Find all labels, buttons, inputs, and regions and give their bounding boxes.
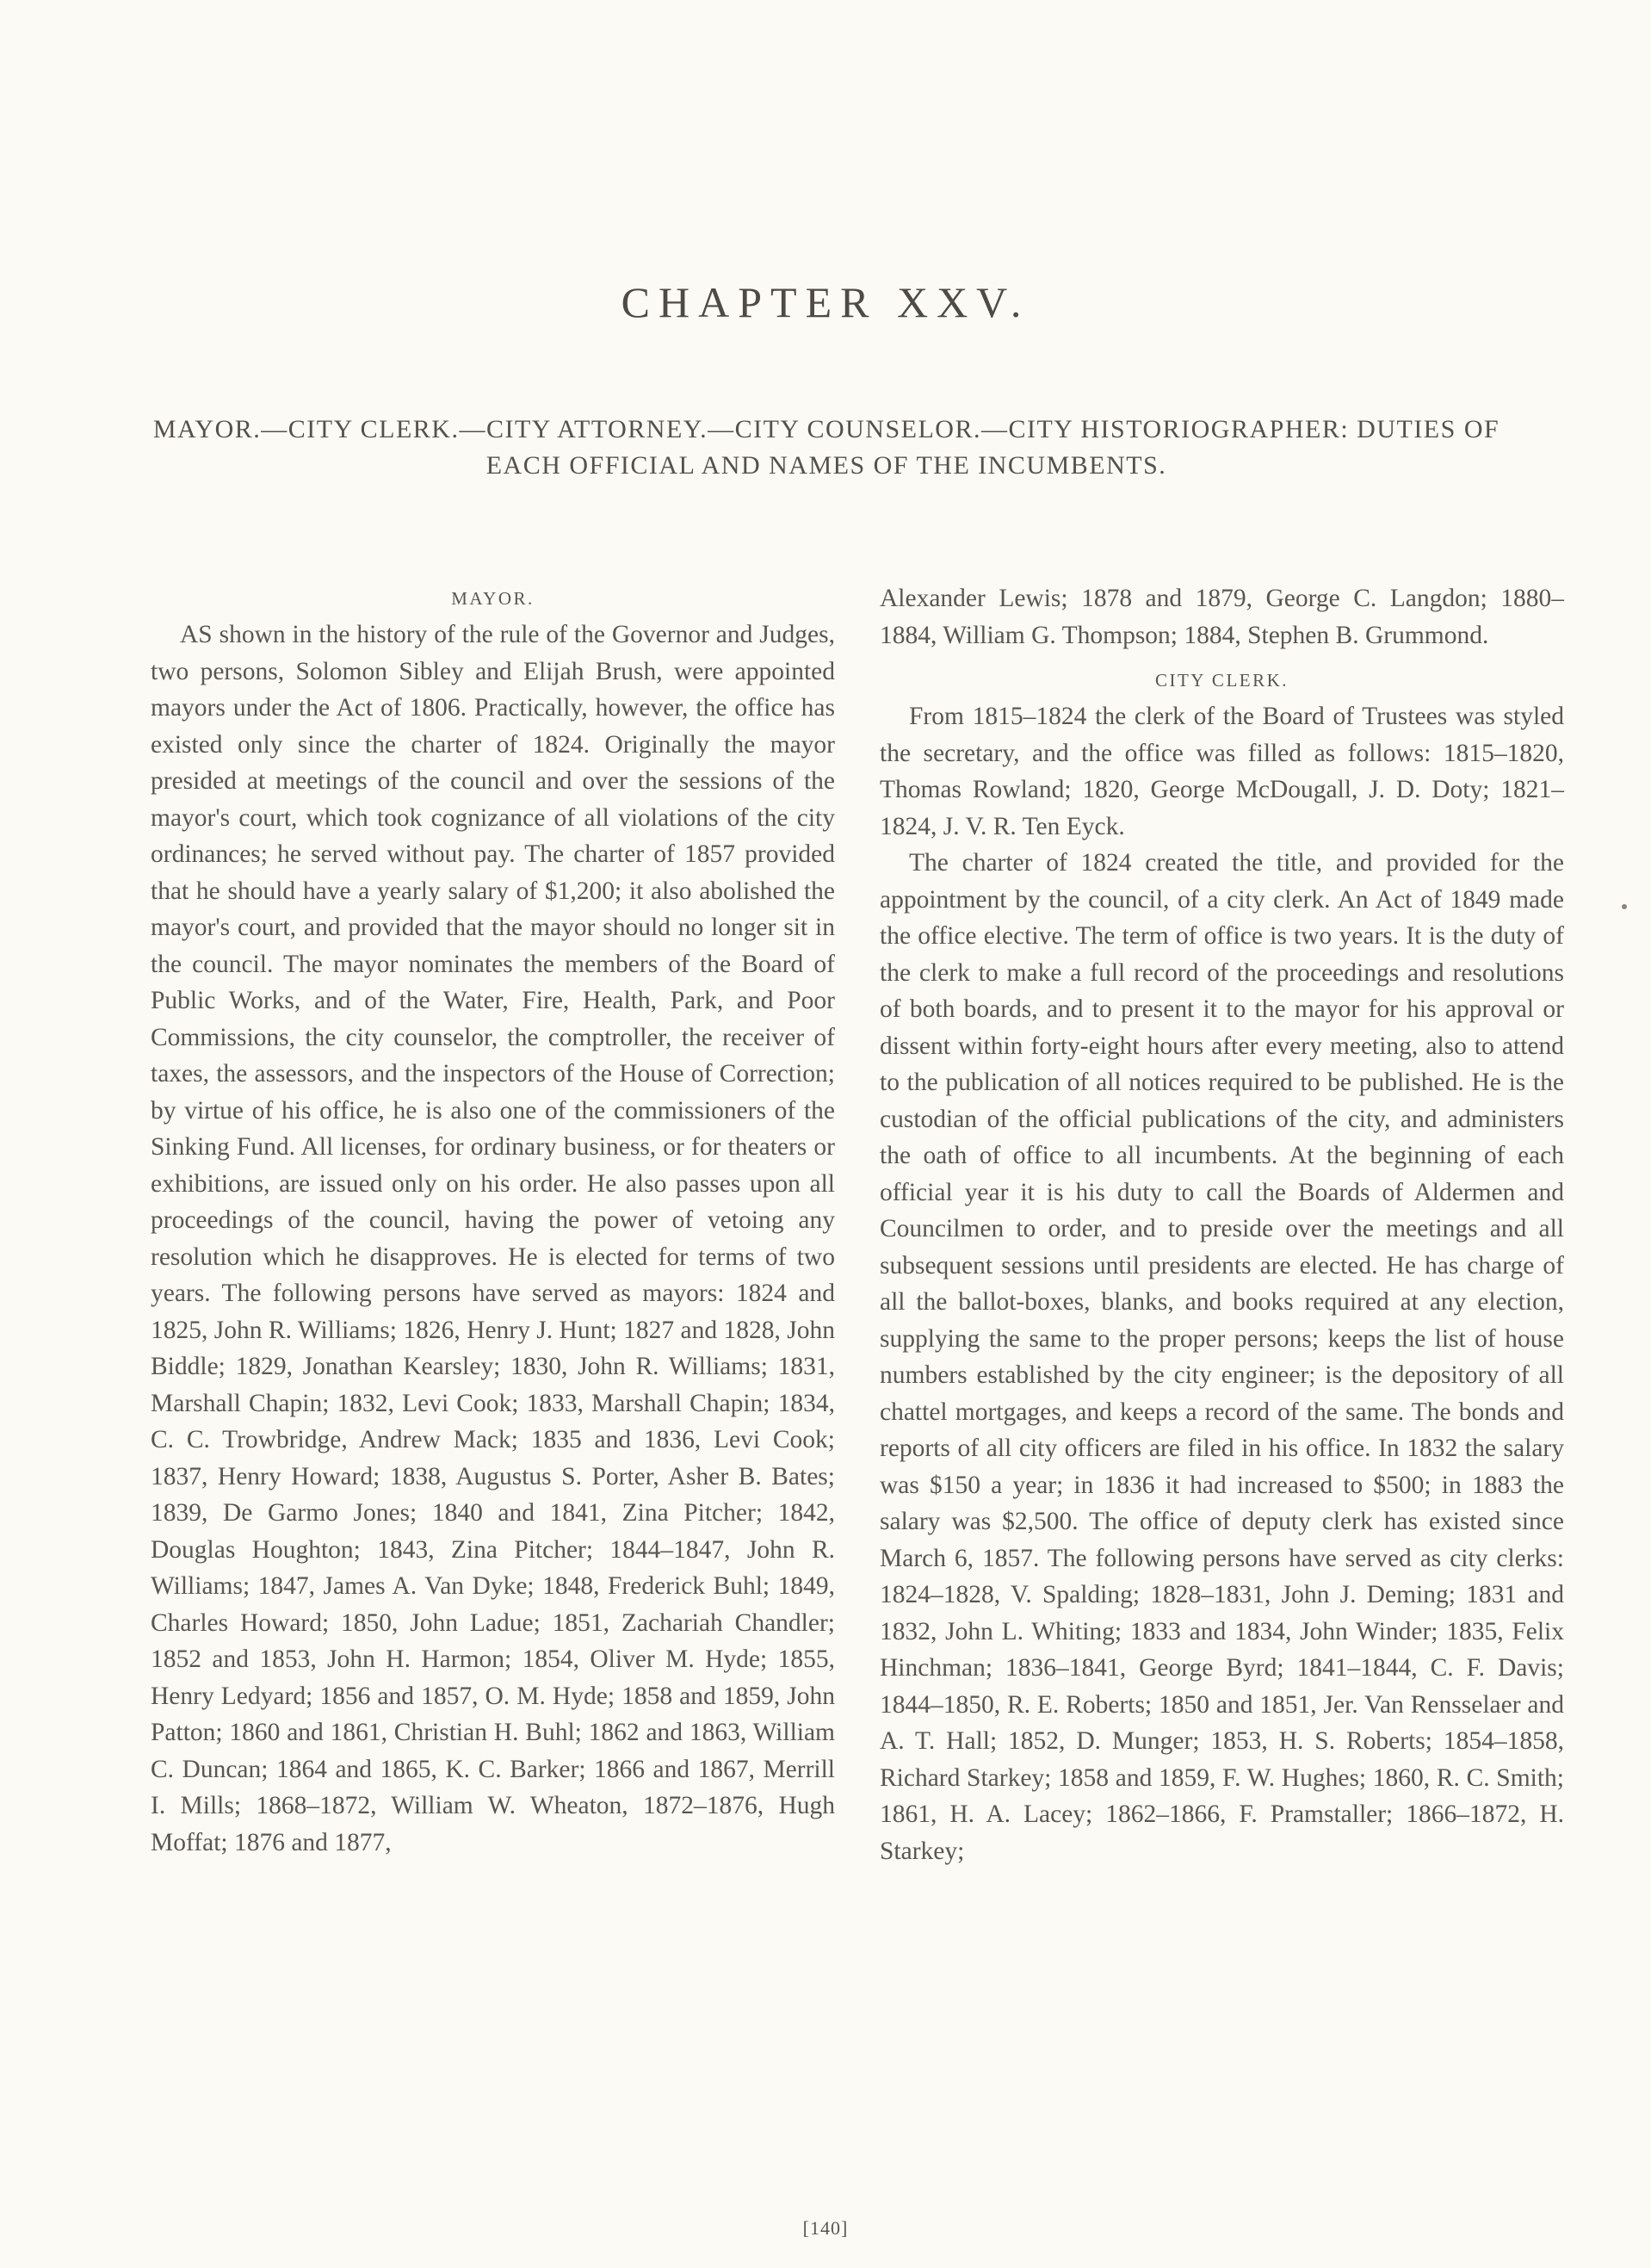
chapter-title: CHAPTER XXV.	[621, 278, 1030, 326]
right-column	[880, 580, 1564, 1869]
city-clerk-paragraph-1: From 1815–1824 the clerk of the Board of Trustees was styled the secretary, and the office was filled as follows: 1815–1820, Thomas Rowland; 1820, George McDougall, J. D. Doty; 1821–1824, J. V. R. Ten Eyck.	[880, 703, 1564, 840]
section-heading-city-clerk: CITY CLERK.	[1154, 670, 1289, 691]
mayor-paragraph: AS shown in the history of the rule of the Governor and Judges, two persons, Solomon Sibley and Elijah Brush, were appointed mayors under the Act of 1806. Practically, however, the office has existed only since the charter of 1824. Originally the mayor presided at meetings of the council and over the sessions of the mayor's court, which took cognizance of all violations of the city ordinances; he served without pay. The charter of 1857 provided that he should have a yearly salary of $1,200; it also abolished the mayor's court, and provided that the mayor should no longer sit in the council. The mayor nominates the members of the Board of Public Works, and of the Water, Fire, Health, Park, and Poor Commissions, the city counselor, the comptroller, the receiver of taxes, the assessors, and the inspectors of the House of Correction; by virtue of his office, he is also one of the commissioners of the Sinking Fund. All licenses, for ordinary business, or for theaters or exhibitions, are issued only on his order. He also passes upon all proceedings of the council, having the power of vetoing any resolution which he disapproves. He is elected for terms of two years. The following persons have served as mayors: 1824 and 1825, John R. Williams; 1826, Henry J. Hunt; 1827 and 1828, John Biddle; 1829, Jonathan Kearsley; 1830, John R. Williams; 1831, Marshall Chapin; 1832, Levi Cook; 1833, Marshall Chapin; 1834, C. C. Trowbridge, Andrew Mack; 1835 and 1836, Levi Cook; 1837, Henry Howard; 1838, Augustus S. Porter, Asher B. Bates; 1839, De Garmo Jones; 1840 and 1841, Zina Pitcher; 1842, Douglas Houghton; 1843, Zina Pitcher; 1844–1847, John R. Williams; 1847, James A. Van Dyke; 1848, Frederick Buhl; 1849, Charles Howard; 1850, John Ladue; 1851, Zachariah Chandler; 1852 and 1853, John H. Harmon; 1854, Oliver M. Hyde; 1855, Henry Ledyard; 1856 and 1857, O. M. Hyde; 1858 and 1859, John Patton; 1860 and 1861, Christian H. Buhl; 1862 and 1863, William C. Duncan; 1864 and 1865, K. C. Barker; 1866 and 1867, Merrill I. Mills; 1868–1872, William W. Wheaton, 1872–1876, Hugh Moffat; 1876 and 1877,	[151, 621, 835, 1856]
section-heading-mayor: MAYOR.	[451, 588, 535, 609]
mayor-list-continuation: Alexander Lewis; 1878 and 1879, George C. Langdon; 1880–1884, William G. Thompson; 1884, Stephen B. Grummond.	[880, 585, 1564, 649]
city-clerk-paragraph-2: The charter of 1824 created the title, and provided for the appointment by the council, of a city clerk. An Act of 1849 made the office elective. The term of office is two years. It is the duty of the clerk to make a full record of the proceedings and resolutions of both boards, and to present it to the mayor for his approval or dissent within forty-eight hours after every meeting, also to attend to the publication of all notices required to be published. He is the custodian of the official publications of the city, and administers the oath of office to all incumbents. At the beginning of each official year it is his duty to call the Boards of Aldermen and Councilmen to order, and to preside over the meetings and all subsequent sessions until presidents are elected. He has charge of all the ballot-boxes, blanks, and books required at any election, supplying the same to the proper persons; keeps the list of house numbers established by the city engineer; is the depository of all chattel mortgages, and keeps a record of the same. The bonds and reports of all city officers are filed in his office. In 1832 the salary was $150 a year; in 1836 it had increased to $500; in 1883 the salary was $2,500. The office of deputy clerk has existed since March 6, 1857. The following persons have served as city clerks: 1824–1828, V. Spalding; 1828–1831, John J. Deming; 1831 and 1832, John L. Whiting; 1833 and 1834, John Winder; 1835, Felix Hinchman; 1836–1841, George Byrd; 1841–1844, C. F. Davis; 1844–1850, R. E. Roberts; 1850 and 1851, Jer. Van Rensselaer and A. T. Hall; 1852, D. Munger; 1853, H. S. Roberts; 1854–1858, Richard Starkey; 1858 and 1859, F. W. Hughes; 1860, R. C. Smith; 1861, H. A. Lacey; 1862–1866, F. Pramstaller; 1866–1872, H. Starkey;	[880, 849, 1564, 1865]
chapter-subtitle: MAYOR.—CITY CLERK.—CITY ATTORNEY.—CITY COUNSELOR.—CITY HISTORIOGRAPHER: DUTIES OF EACH OFFICIAL AND NAMES OF THE INCUMBENTS.	[152, 415, 1500, 480]
ink-speck	[1622, 904, 1627, 909]
page-number: [140]	[802, 2217, 849, 2239]
left-column	[151, 580, 835, 1861]
